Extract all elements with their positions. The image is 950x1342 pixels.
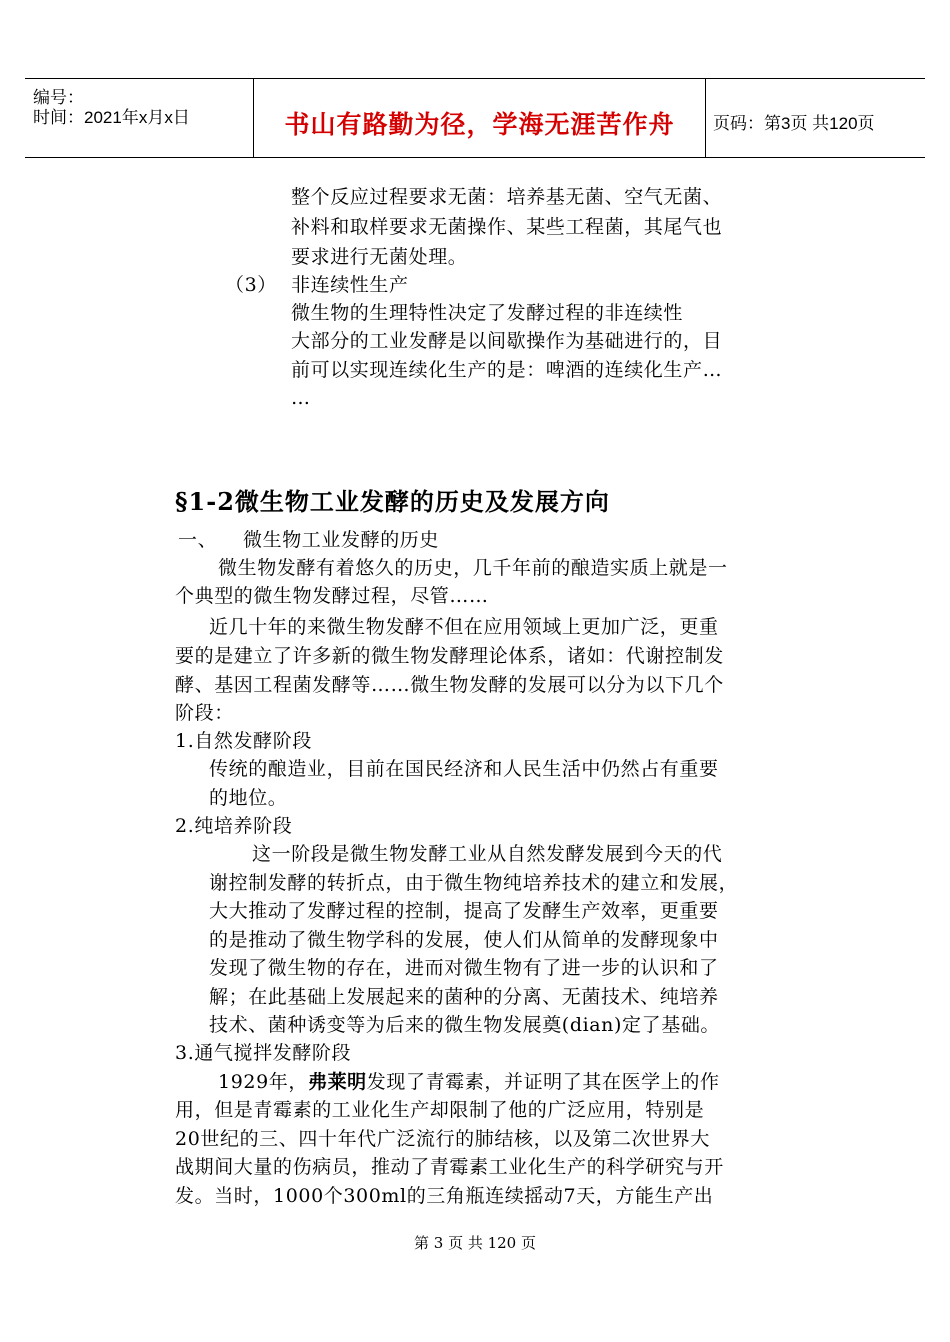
header-page-cell — [705, 79, 925, 157]
header-page-info: 页码：第3页 共120页 — [713, 114, 875, 133]
subsection-title: 微生物工业发酵的历史 — [243, 529, 440, 551]
text-line: 阶段： — [175, 702, 234, 724]
text-line: 用，但是青霉素的工业化生产却限制了他的广泛应用，特别是 — [175, 1099, 705, 1121]
stage-title: 3.通气搅拌发酵阶段 — [175, 1042, 352, 1064]
item-title: 非连续性生产 — [291, 274, 409, 296]
text-line: 的地位。 — [209, 787, 288, 809]
stage-title: 2.纯培养阶段 — [175, 815, 293, 837]
text-fragment: 发现了青霉素，并证明了其在医学上的作 — [366, 1071, 720, 1093]
person-name: 弗莱明 — [307, 1071, 367, 1093]
text-line: 传统的酿造业，目前在国民经济和人民生活中仍然占有重要 — [209, 758, 719, 780]
header-left-cell — [25, 79, 253, 157]
text-line: 大大推动了发酵过程的控制，提高了发酵生产效率，更重要 — [209, 900, 719, 922]
text-line: 整个反应过程要求无菌：培养基无菌、空气无菌、 — [291, 186, 723, 208]
text-line: 要求进行无菌处理。 — [291, 246, 468, 268]
text-line: 酵、基因工程菌发酵等……微生物发酵的发展可以分为以下几个 — [175, 674, 724, 696]
text-line: 谢控制发酵的转折点，由于微生物纯培养技术的建立和发展， — [209, 872, 739, 894]
header-motto-cell — [253, 79, 706, 157]
section-heading: §1-2微生物工业发酵的历史及发展方向 — [175, 487, 610, 516]
document-id-label: 编号： — [33, 88, 84, 107]
text-line: 战期间大量的伤病员，推动了青霉素工业化生产的科学研究与开 — [175, 1156, 724, 1178]
text-line: 大部分的工业发酵是以间歇操作为基础进行的，目 — [291, 330, 723, 352]
text-line: … — [291, 387, 311, 409]
page-footer: 第 3 页 共 120 页 — [413, 1234, 536, 1252]
item-number: （3） — [225, 274, 277, 296]
year-text: 1929年， — [218, 1071, 308, 1093]
text-line: 这一阶段是微生物发酵工业从自然发酵发展到今天的代 — [252, 843, 723, 865]
text-line — [218, 1067, 720, 1097]
text-line: 技术、菌种诱变等为后来的微生物发展奠(dian)定了基础。 — [209, 1014, 721, 1036]
text-line: 发现了微生物的存在，进而对微生物有了进一步的认识和了 — [209, 957, 719, 979]
text-line: 微生物发酵有着悠久的历史，几千年前的酿造实质上就是一 — [218, 557, 728, 579]
text-line: 要的是建立了许多新的微生物发酵理论体系，诸如：代谢控制发 — [175, 645, 724, 667]
page-header — [25, 78, 925, 158]
text-line: 前可以实现连续化生产的是：啤酒的连续化生产… — [291, 359, 723, 381]
text-line: 微生物的生理特性决定了发酵过程的非连续性 — [291, 302, 684, 324]
subsection-number: 一、 — [178, 529, 218, 551]
text-line: 的是推动了微生物学科的发展，使人们从简单的发酵现象中 — [209, 929, 719, 951]
text-line: 发。当时，1000个300ml的三角瓶连续摇动7天，方能生产出 — [175, 1185, 714, 1207]
text-line: 补料和取样要求无菌操作、某些工程菌，其尾气也 — [291, 216, 723, 238]
header-motto: 书山有路勤为径，学海无涯苦作舟 — [284, 111, 675, 139]
text-line: 近几十年的来微生物发酵不但在应用领域上更加广泛，更重 — [209, 616, 719, 638]
text-line: 个典型的微生物发酵过程，尽管…… — [175, 585, 489, 607]
document-time: 时间：2021年x月x日 — [33, 108, 190, 127]
text-line: 20世纪的三、四十年代广泛流行的肺结核，以及第二次世界大 — [175, 1128, 710, 1150]
text-line: 解；在此基础上发展起来的菌种的分离、无菌技术、纯培养 — [209, 986, 719, 1008]
stage-title: 1.自然发酵阶段 — [175, 730, 312, 752]
